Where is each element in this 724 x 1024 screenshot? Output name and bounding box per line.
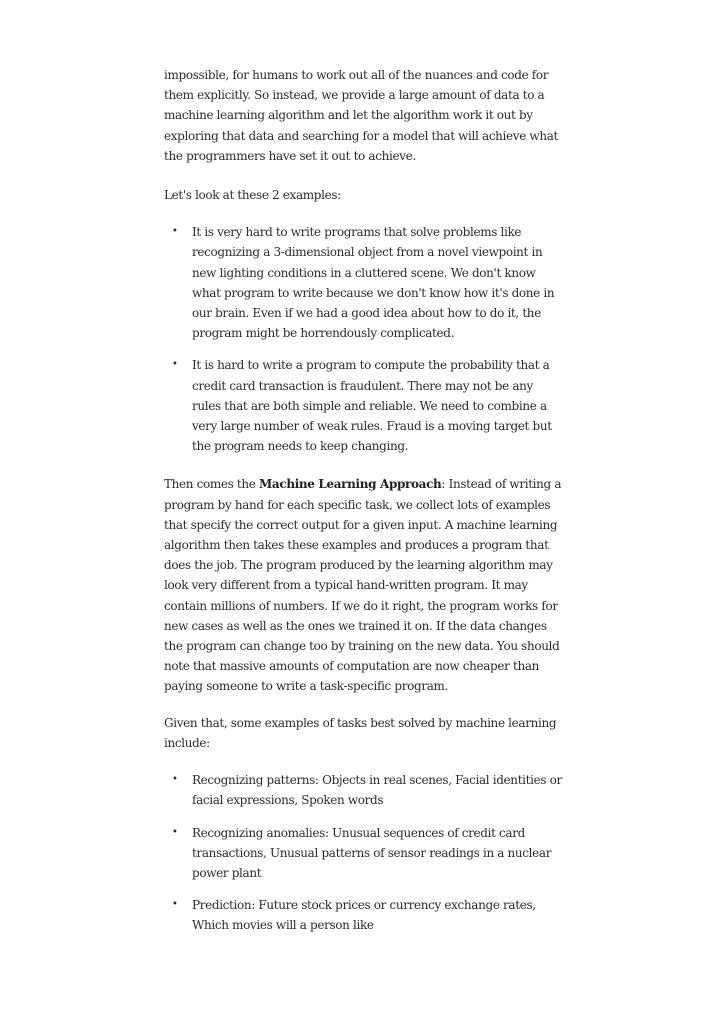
bullet-icon: • — [172, 359, 178, 371]
hard-problems-list — [164, 222, 564, 456]
list-item — [172, 222, 564, 343]
bullet-icon: • — [172, 226, 178, 238]
list-item-text: Recognizing patterns: Objects in real scenes, Facial identities or facial expressions, Spoken words — [192, 773, 562, 808]
list-item-text: Recognizing anomalies: Unusual sequences of credit card transactions, Unusual patterns of sensor readings in a nuclear power plant — [192, 825, 552, 880]
list-item — [172, 770, 564, 810]
bullet-icon: • — [172, 826, 178, 838]
list-item — [172, 355, 564, 456]
bullet-icon: • — [172, 899, 178, 911]
paragraph-ml-approach — [164, 474, 564, 696]
bullet-icon: • — [172, 774, 178, 786]
list-item — [172, 895, 564, 935]
list-item-text: It is very hard to write programs that solve problems like recognizing a 3-dimensional object from a novel viewpoint in new lighting conditions in a cluttered scene. We don't know what program to write because we don't know how it's done in our brain. Even if we had a good idea about how to do it, the program might be horrendously complicated. — [192, 225, 555, 341]
list-item-text: It is hard to write a program to compute the probability that a credit card transaction is fraudulent. There may not be any rules that are both simple and reliable. We need to combine a very large number of weak rules. Fraud is a moving target but the program needs to keep changing. — [192, 358, 552, 454]
ml-approach-emphasis: Machine Learning Approach — [259, 477, 442, 492]
paragraph-intro: impossible, for humans to work out all of the nuances and code for them explicitly. So instead, we provide a large amount of data to a machine learning algorithm and let the algorithm work it out by exploring that data and searching for a model that will achieve what the programmers have set it out to achieve. — [164, 68, 559, 163]
paragraph-examples-lead: Let's look at these 2 examples: — [164, 188, 341, 203]
list-item-text: Prediction: Future stock prices or currency exchange rates, Which movies will a person like — [192, 898, 536, 933]
paragraph-given: Given that, some examples of tasks best solved by machine learning include: — [164, 715, 557, 750]
list-item — [172, 823, 564, 884]
ml-approach-lead: Then comes the — [164, 477, 259, 492]
tasks-list — [164, 770, 564, 935]
article-body — [164, 65, 564, 952]
ml-approach-body: : Instead of writing a program by hand for each specific task, we collect lots of examples that specify the correct output for a given input. A machine learning algorithm then takes these examples and produces a program that does the job. The program produced by the learning algorithm may look very different from a typical hand-written program. It may contain millions of numbers. If we do it right, the program works for new cases as well as the ones we trained it on. If the data changes the program can change too by training on the new data. You should note that massive amounts of computation are now cheaper than paying someone to write a task-specific program. — [164, 477, 562, 694]
